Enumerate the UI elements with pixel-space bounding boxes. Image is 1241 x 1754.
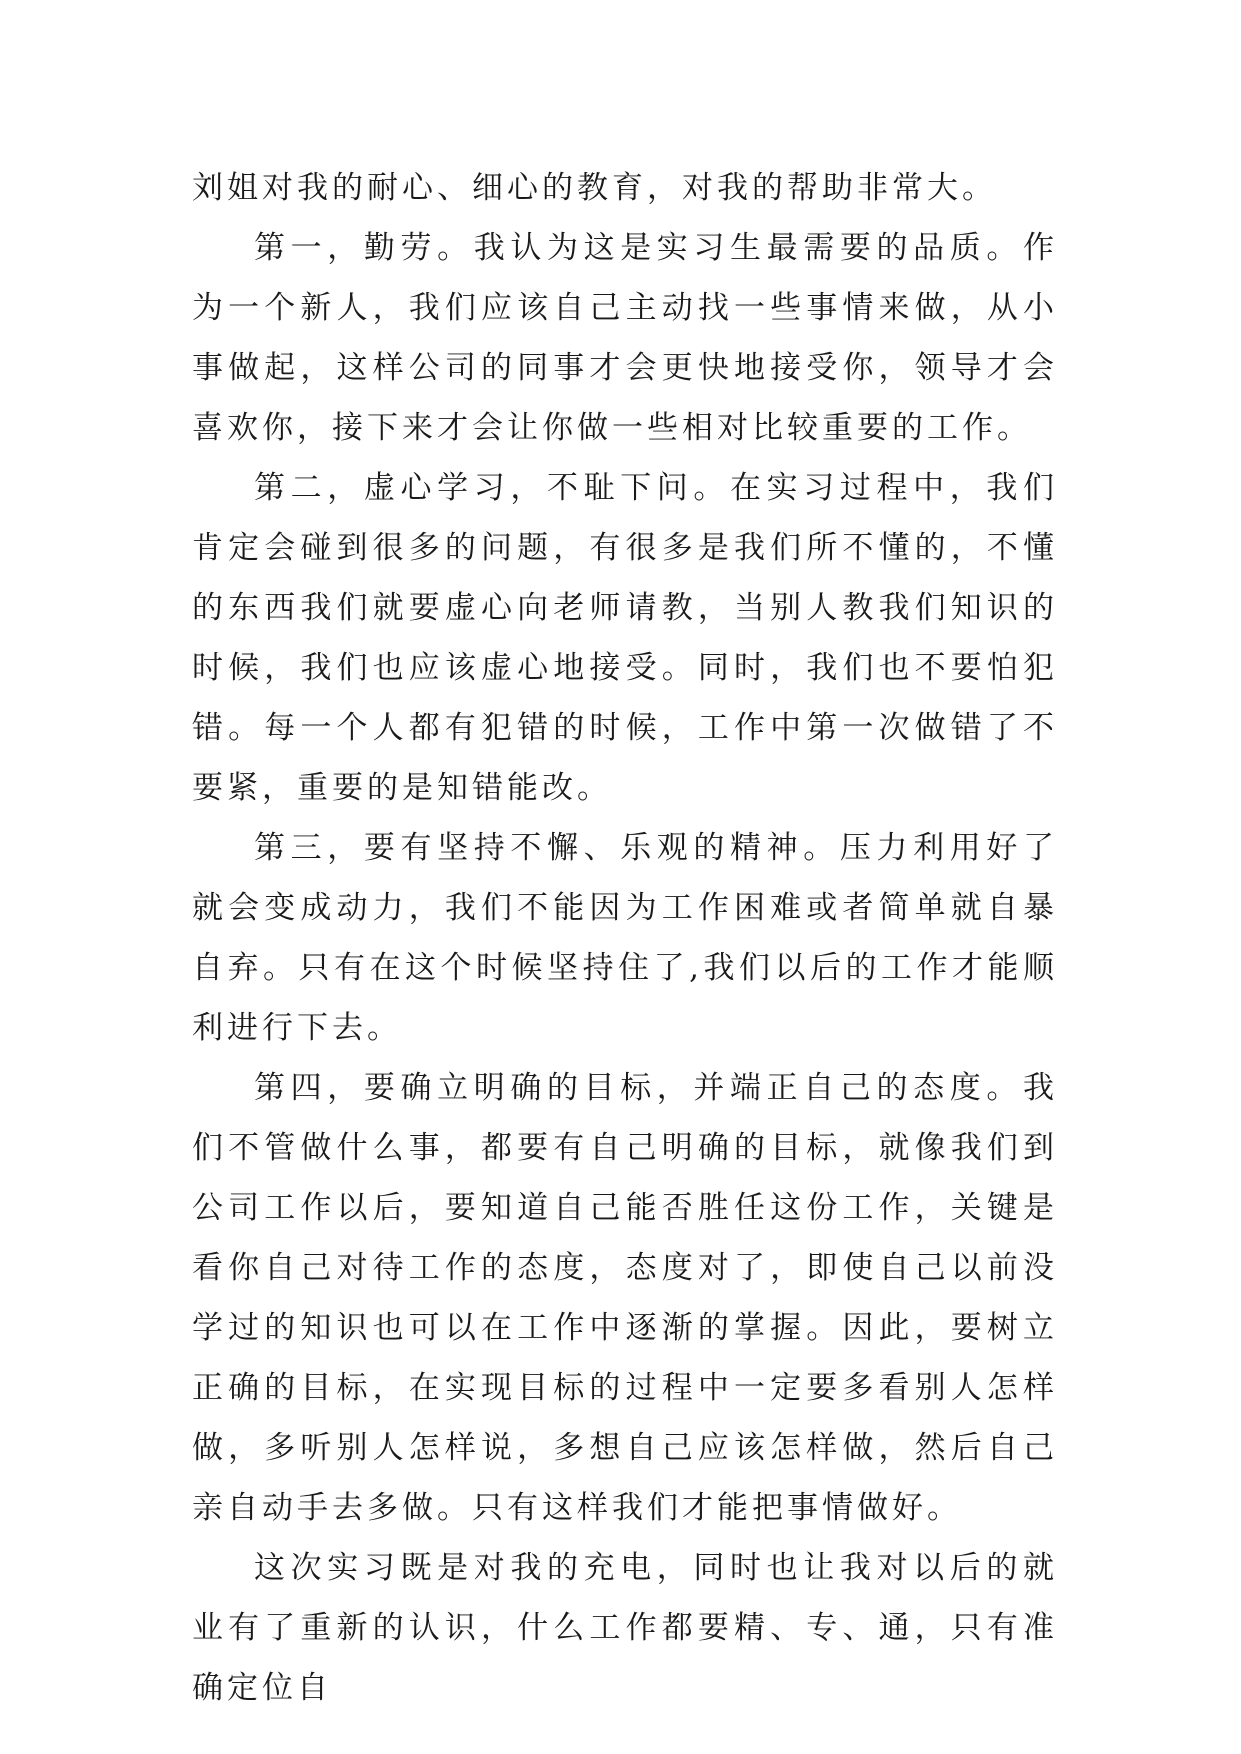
paragraph-perseverance: 第三，要有坚持不懈、乐观的精神。压力利用好了就会变成动力，我们不能因为工作困难或者简单就自暴自弃。只有在这个时候坚持住了,我们以后的工作才能顺利进行下去。 xyxy=(192,830,1058,1046)
paragraph-clear-goals: 第四，要确立明确的目标，并端正自己的态度。我们不管做什么事，都要有自己明确的目标，就像我们到公司工作以后，要知道自己能否胜任这份工作，关键是看你自己对待工作的态度，态度对了，即使自己以前没学过的知识也可以在工作中逐渐的掌握。因此，要树立正确的目标，在实现目标的过程中一定要多看别人怎样做，多听别人怎样说，多想自己应该怎样做，然后自己亲自动手去多做。只有这样我们才能把事情做好。 xyxy=(192,1070,1058,1526)
paragraph-continuation: 刘姐对我的耐心、细心的教育，对我的帮助非常大。 xyxy=(192,170,997,206)
paragraph-diligence: 第一，勤劳。我认为这是实习生最需要的品质。作为一个新人，我们应该自己主动找一些事情来做，从小事做起，这样公司的同事才会更快地接受你，领导才会喜欢你，接下来才会让你做一些相对比较重要的工作。 xyxy=(192,230,1058,446)
paragraph-humble-learning: 第二，虚心学习，不耻下问。在实习过程中，我们肯定会碰到很多的问题，有很多是我们所不懂的，不懂的东西我们就要虚心向老师请教，当别人教我们知识的时候，我们也应该虚心地接受。同时，我们也不要怕犯错。每一个人都有犯错的时候，工作中第一次做错了不要紧，重要的是知错能改。 xyxy=(192,470,1058,806)
paragraph-summary: 这次实习既是对我的充电，同时也让我对以后的就业有了重新的认识，什么工作都要精、专、通，只有准确定位自 xyxy=(192,1550,1058,1706)
document-body xyxy=(192,158,1058,1718)
